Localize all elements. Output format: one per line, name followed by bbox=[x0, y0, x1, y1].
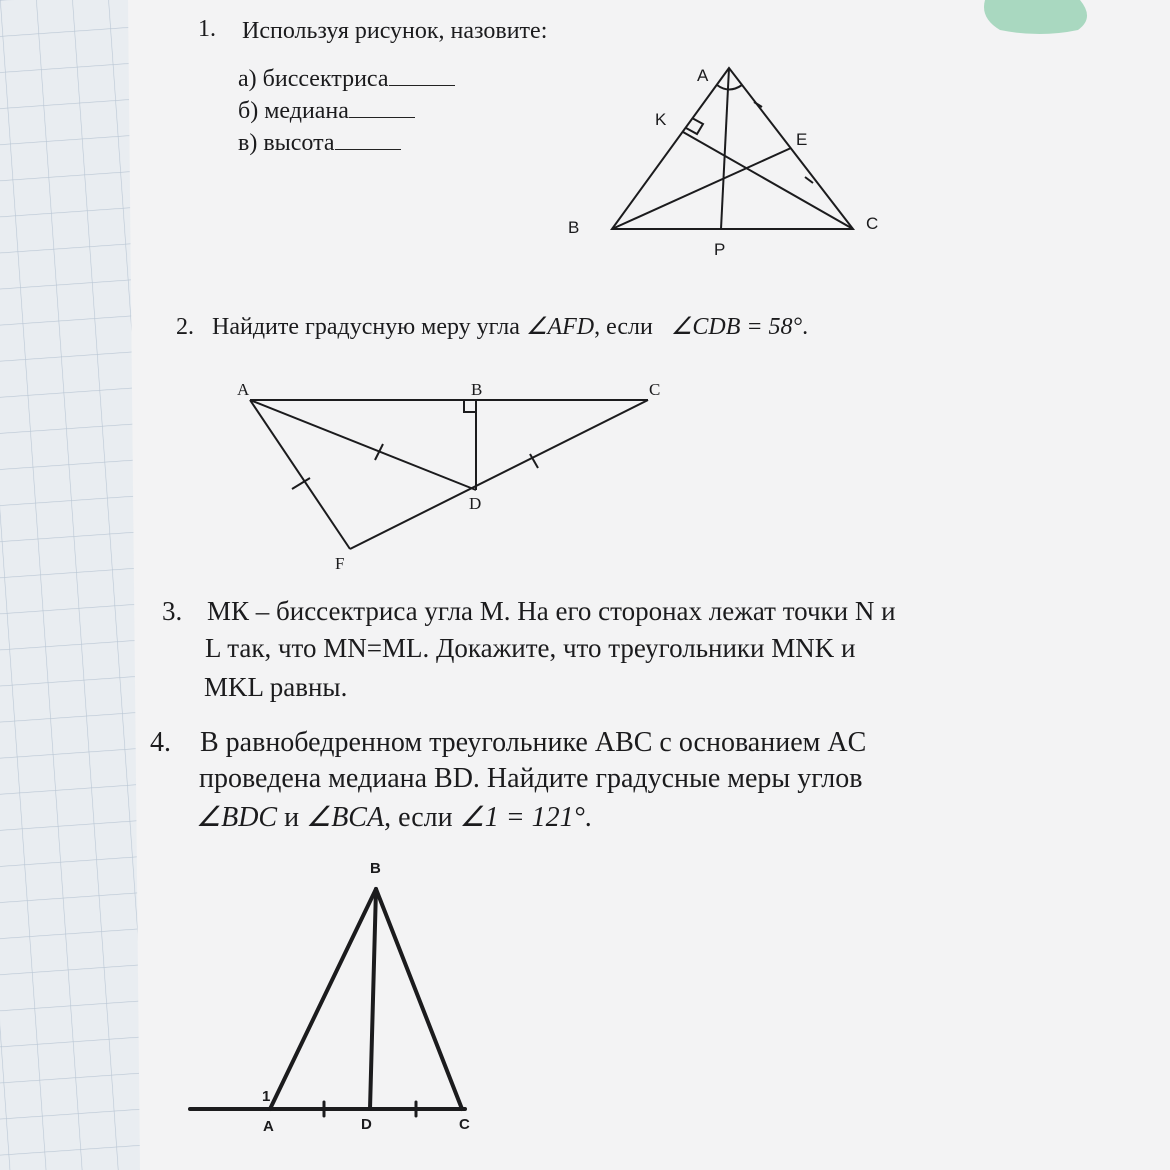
q3-line-1: МК – биссектриса угла М. На его сторонах лежат точки N и bbox=[207, 596, 896, 626]
q1-label-K: K bbox=[655, 110, 667, 129]
q1-item-height: в) высота bbox=[238, 130, 401, 157]
q4-label-C: C bbox=[459, 1116, 470, 1133]
q1-number: 1. bbox=[198, 16, 216, 42]
q1-item-bisector: а) биссектриса bbox=[238, 66, 455, 93]
q4-line-2: проведена медиана BD. Найдите градусные меры углов bbox=[199, 763, 863, 794]
q2-text: 2. Найдите градусную меру угла ∠AFD, если ∠CDB = 58°. bbox=[176, 314, 809, 340]
q3-number: 3. bbox=[162, 596, 183, 626]
q4-label-B: B bbox=[370, 860, 381, 877]
q2-label-D: D bbox=[469, 494, 482, 513]
q1-label-P: P bbox=[714, 240, 726, 259]
q2-label-A: A bbox=[237, 380, 250, 399]
q4-number: 4. bbox=[150, 727, 171, 758]
q4-line-3: ∠BDC и ∠BCA, если ∠1 = 121°. bbox=[196, 802, 592, 833]
q4-line-1: В равнобедренном треугольнике ABC с основанием AC bbox=[200, 727, 867, 758]
q3-line-2: L так, что MN=ML. Докажите, что треугольники MNK и bbox=[205, 633, 856, 663]
q2-label-F: F bbox=[335, 554, 345, 573]
q1-label-E: E bbox=[796, 130, 808, 149]
q3-line-3: MKL равны. bbox=[204, 672, 348, 702]
q1-label-C: C bbox=[866, 214, 879, 233]
q4-label-1: 1 bbox=[262, 1088, 271, 1105]
q1-label-B: B bbox=[568, 218, 580, 237]
q2-label-C: C bbox=[649, 380, 661, 399]
q4-label-A: A bbox=[263, 1118, 274, 1135]
q2-label-B: B bbox=[471, 380, 483, 399]
q1-item-median: б) медиана bbox=[238, 98, 415, 125]
q1-title: Используя рисунок, назовите: bbox=[242, 18, 548, 44]
q1-label-A: A bbox=[697, 66, 709, 85]
q4-label-D: D bbox=[361, 1116, 372, 1133]
